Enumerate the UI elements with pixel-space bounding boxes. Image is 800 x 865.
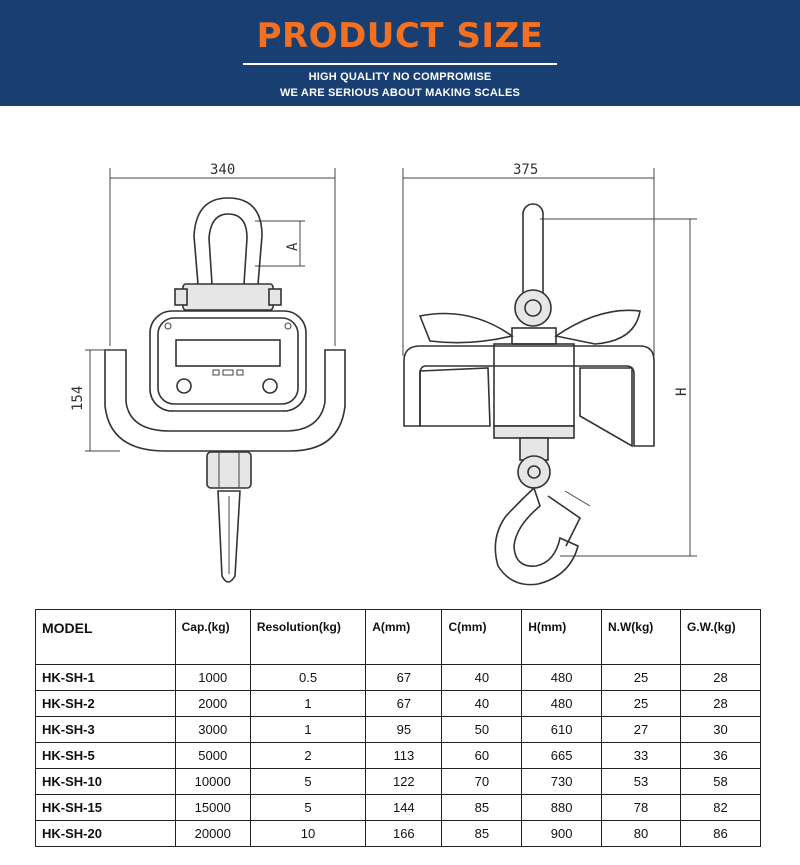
cell-h: 610 <box>522 717 602 743</box>
cell-a: 144 <box>366 795 442 821</box>
cell-model: HK-SH-15 <box>36 795 176 821</box>
cell-c: 50 <box>442 717 522 743</box>
table-header-row <box>36 610 761 665</box>
cell-nw: 33 <box>601 743 680 769</box>
cell-c: 85 <box>442 795 522 821</box>
front-width-label: 340 <box>210 162 236 178</box>
cell-nw: 80 <box>601 821 680 847</box>
cell-gw: 28 <box>680 665 760 691</box>
cell-nw: 25 <box>601 691 680 717</box>
front-view <box>70 162 345 582</box>
table-row <box>36 665 761 691</box>
col-header-a: A(mm) <box>366 610 442 665</box>
cell-nw: 53 <box>601 769 680 795</box>
cell-model: HK-SH-20 <box>36 821 176 847</box>
cell-model: HK-SH-10 <box>36 769 176 795</box>
col-header-h: H(mm) <box>522 610 602 665</box>
title-divider <box>243 63 557 65</box>
cell-gw: 36 <box>680 743 760 769</box>
cell-resolution: 1 <box>250 691 365 717</box>
cell-capacity: 10000 <box>175 769 250 795</box>
cell-gw: 86 <box>680 821 760 847</box>
side-h-label: H <box>674 387 690 396</box>
col-header-gw: G.W.(kg) <box>680 610 760 665</box>
cell-capacity: 2000 <box>175 691 250 717</box>
col-header-nw: N.W(kg) <box>601 610 680 665</box>
cell-resolution: 5 <box>250 769 365 795</box>
cell-gw: 82 <box>680 795 760 821</box>
product-drawing <box>0 106 800 606</box>
cell-resolution: 2 <box>250 743 365 769</box>
cell-resolution: 1 <box>250 717 365 743</box>
cell-capacity: 1000 <box>175 665 250 691</box>
cell-nw: 25 <box>601 665 680 691</box>
cell-nw: 78 <box>601 795 680 821</box>
cell-c: 60 <box>442 743 522 769</box>
table-row <box>36 691 761 717</box>
cell-nw: 27 <box>601 717 680 743</box>
header-banner <box>0 0 800 106</box>
cell-a: 122 <box>366 769 442 795</box>
cell-gw: 58 <box>680 769 760 795</box>
cell-h: 880 <box>522 795 602 821</box>
table-row <box>36 821 761 847</box>
cell-c: 70 <box>442 769 522 795</box>
cell-capacity: 15000 <box>175 795 250 821</box>
cell-a: 95 <box>366 717 442 743</box>
cell-capacity: 5000 <box>175 743 250 769</box>
cell-c: 40 <box>442 691 522 717</box>
cell-model: HK-SH-5 <box>36 743 176 769</box>
page-title: PRODUCT SIZE <box>256 16 544 56</box>
cell-gw: 30 <box>680 717 760 743</box>
cell-a: 166 <box>366 821 442 847</box>
front-height-label: 154 <box>70 385 86 411</box>
table-row <box>36 743 761 769</box>
cell-c: 40 <box>442 665 522 691</box>
cell-capacity: 3000 <box>175 717 250 743</box>
cell-model: HK-SH-3 <box>36 717 176 743</box>
cell-c: 85 <box>442 821 522 847</box>
cell-gw: 28 <box>680 691 760 717</box>
cell-model: HK-SH-1 <box>36 665 176 691</box>
cell-resolution: 10 <box>250 821 365 847</box>
col-header-capacity: Cap.(kg) <box>175 610 250 665</box>
cell-h: 480 <box>522 691 602 717</box>
cell-resolution: 0.5 <box>250 665 365 691</box>
cell-h: 480 <box>522 665 602 691</box>
table-row <box>36 717 761 743</box>
cell-h: 900 <box>522 821 602 847</box>
subtitle-line-1: HIGH QUALITY NO COMPROMISE <box>308 71 492 83</box>
subtitle-line-2: WE ARE SERIOUS ABOUT MAKING SCALES <box>279 87 521 99</box>
cell-a: 113 <box>366 743 442 769</box>
col-header-resolution: Resolution(kg) <box>250 610 365 665</box>
table-row <box>36 795 761 821</box>
cell-resolution: 5 <box>250 795 365 821</box>
cell-h: 665 <box>522 743 602 769</box>
table-row <box>36 769 761 795</box>
side-view <box>403 162 697 585</box>
col-header-c: C(mm) <box>442 610 522 665</box>
side-width-label: 375 <box>513 162 539 178</box>
col-header-model: MODEL <box>36 610 176 665</box>
front-a-label: A <box>285 242 301 251</box>
cell-a: 67 <box>366 665 442 691</box>
cell-a: 67 <box>366 691 442 717</box>
cell-capacity: 20000 <box>175 821 250 847</box>
cell-model: HK-SH-2 <box>36 691 176 717</box>
cell-h: 730 <box>522 769 602 795</box>
spec-table <box>35 609 761 847</box>
